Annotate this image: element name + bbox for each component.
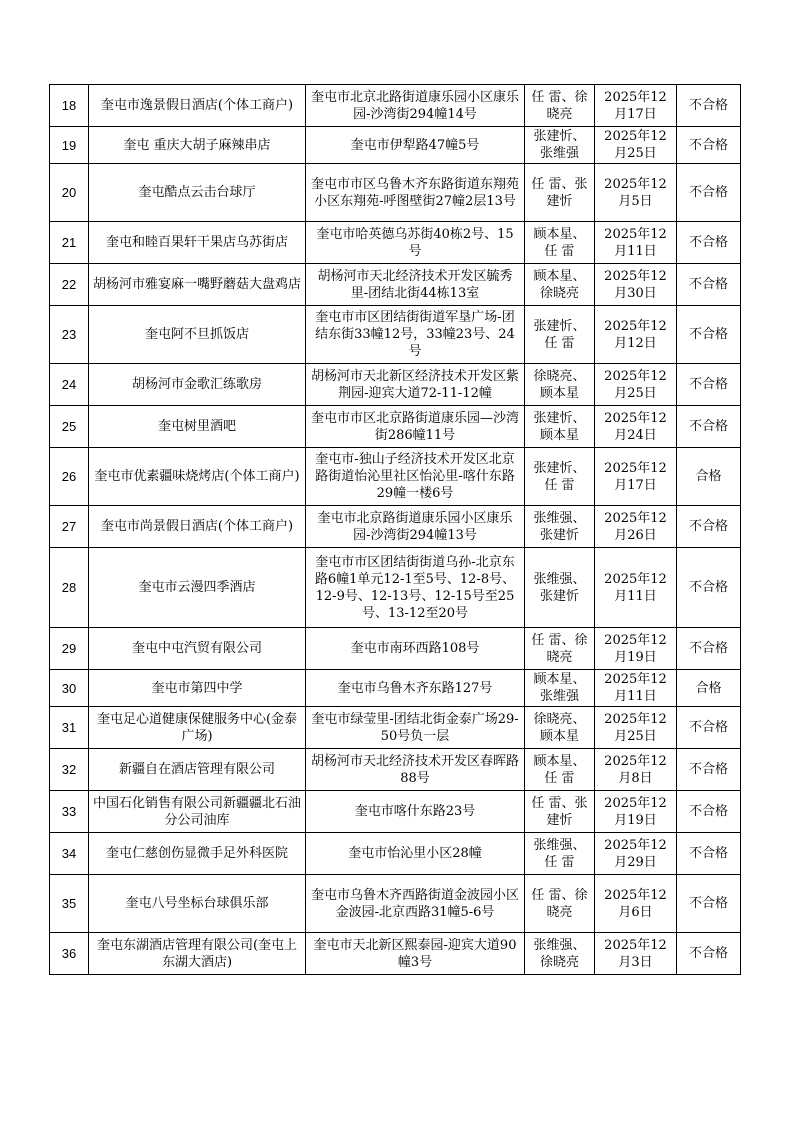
inspectors: 张维强、任 雷 — [525, 833, 595, 875]
entity-address: 奎屯市绿莹里-团结北街金泰广场29-50号负一层 — [306, 707, 525, 749]
inspectors: 张维强、张建忻 — [525, 506, 595, 548]
row-number: 31 — [50, 707, 89, 749]
row-number: 20 — [50, 164, 89, 222]
inspectors: 顾本星、徐晓亮 — [525, 264, 595, 306]
row-number: 22 — [50, 264, 89, 306]
entity-name: 奎屯和睦百果轩干果店乌苏街店 — [89, 222, 306, 264]
inspectors: 张建忻、任 雷 — [525, 306, 595, 364]
entity-address: 奎屯市乌鲁木齐西路街道金波园小区金波园-北京西路31幢5-6号 — [306, 875, 525, 933]
inspection-date: 2025年12月25日 — [595, 707, 677, 749]
row-number: 36 — [50, 933, 89, 975]
row-number: 26 — [50, 448, 89, 506]
row-number: 30 — [50, 670, 89, 707]
entity-name: 胡杨河市雅宴麻一嘴野蘑菇大盘鸡店 — [89, 264, 306, 306]
entity-name: 奎屯足心道健康保健服务中心(金泰广场) — [89, 707, 306, 749]
inspectors: 任 雷、徐晓亮 — [525, 875, 595, 933]
table-row — [50, 707, 741, 749]
inspection-result: 不合格 — [677, 127, 741, 164]
inspection-result: 不合格 — [677, 628, 741, 670]
entity-name: 奎屯东湖酒店管理有限公司(奎屯上东湖大酒店) — [89, 933, 306, 975]
row-number: 18 — [50, 85, 89, 127]
row-number: 29 — [50, 628, 89, 670]
entity-name: 奎屯酷点云击台球厅 — [89, 164, 306, 222]
inspectors: 徐晓亮、顾本星 — [525, 364, 595, 406]
entity-name: 奎屯市云漫四季酒店 — [89, 548, 306, 628]
inspectors: 张建忻、顾本星 — [525, 406, 595, 448]
inspection-result: 不合格 — [677, 875, 741, 933]
entity-name: 奎屯树里酒吧 — [89, 406, 306, 448]
entity-address: 奎屯市市区团结街街道军垦广场-团结东街33幢12号，33幢23号、24号 — [306, 306, 525, 364]
inspection-date: 2025年12月11日 — [595, 670, 677, 707]
table-row — [50, 933, 741, 975]
inspection-date: 2025年12月19日 — [595, 628, 677, 670]
inspectors: 顾本星、任 雷 — [525, 222, 595, 264]
inspection-result: 不合格 — [677, 833, 741, 875]
inspectors: 任 雷、张建忻 — [525, 791, 595, 833]
table-row — [50, 875, 741, 933]
inspection-result: 不合格 — [677, 791, 741, 833]
row-number: 33 — [50, 791, 89, 833]
table-row — [50, 406, 741, 448]
inspectors: 张建忻、任 雷 — [525, 448, 595, 506]
inspectors: 任 雷、徐晓亮 — [525, 85, 595, 127]
table-row — [50, 222, 741, 264]
inspectors: 顾本星、任 雷 — [525, 749, 595, 791]
inspection-date: 2025年12月25日 — [595, 127, 677, 164]
inspectors: 徐晓亮、顾本星 — [525, 707, 595, 749]
entity-name: 胡杨河市金歌汇练歌房 — [89, 364, 306, 406]
inspection-result: 不合格 — [677, 85, 741, 127]
inspection-date: 2025年12月12日 — [595, 306, 677, 364]
entity-address: 胡杨河市天北经济技术开发区毓秀里-团结北街44栋13室 — [306, 264, 525, 306]
table-row — [50, 548, 741, 628]
entity-name: 奎屯市优素疆味烧烤店(个体工商户) — [89, 448, 306, 506]
row-number: 28 — [50, 548, 89, 628]
inspection-result: 不合格 — [677, 707, 741, 749]
inspection-date: 2025年12月6日 — [595, 875, 677, 933]
inspection-result: 不合格 — [677, 749, 741, 791]
entity-address: 奎屯市市区北京路街道康乐园—沙湾街286幢11号 — [306, 406, 525, 448]
inspection-date: 2025年12月19日 — [595, 791, 677, 833]
inspection-result: 不合格 — [677, 406, 741, 448]
entity-address: 奎屯市喀什东路23号 — [306, 791, 525, 833]
table-row — [50, 833, 741, 875]
table-row — [50, 264, 741, 306]
inspection-result: 不合格 — [677, 164, 741, 222]
inspection-result: 不合格 — [677, 222, 741, 264]
table-row — [50, 364, 741, 406]
row-number: 23 — [50, 306, 89, 364]
inspection-result: 不合格 — [677, 506, 741, 548]
inspection-result: 不合格 — [677, 548, 741, 628]
inspection-date: 2025年12月11日 — [595, 548, 677, 628]
entity-address: 奎屯市-独山子经济技术开发区北京路街道怡沁里社区怡沁里-喀什东路29幢一楼6号 — [306, 448, 525, 506]
inspection-date: 2025年12月29日 — [595, 833, 677, 875]
entity-address: 奎屯市市区团结街街道乌孙-北京东路6幢1单元12-1至5号、12-8号、12-9号、12-13号、12-15号至25号、13-12至20号 — [306, 548, 525, 628]
entity-name: 奎屯中屯汽贸有限公司 — [89, 628, 306, 670]
inspection-result: 不合格 — [677, 264, 741, 306]
table-row — [50, 628, 741, 670]
entity-name: 奎屯阿不旦抓饭店 — [89, 306, 306, 364]
entity-name: 奎屯市逸景假日酒店(个体工商户) — [89, 85, 306, 127]
entity-address: 奎屯市市区乌鲁木齐东路街道东翔苑小区东翔苑-呼图壁街27幢2层13号 — [306, 164, 525, 222]
inspection-result: 不合格 — [677, 933, 741, 975]
entity-name: 奎屯八号坐标台球俱乐部 — [89, 875, 306, 933]
table-row — [50, 164, 741, 222]
table-row — [50, 749, 741, 791]
entity-address: 奎屯市怡沁里小区28幢 — [306, 833, 525, 875]
table-row — [50, 670, 741, 707]
entity-address: 胡杨河市天北经济技术开发区春晖路88号 — [306, 749, 525, 791]
row-number: 21 — [50, 222, 89, 264]
inspection-date: 2025年12月26日 — [595, 506, 677, 548]
table-row — [50, 506, 741, 548]
row-number: 34 — [50, 833, 89, 875]
row-number: 25 — [50, 406, 89, 448]
inspection-date: 2025年12月24日 — [595, 406, 677, 448]
row-number: 27 — [50, 506, 89, 548]
table-row — [50, 127, 741, 164]
inspection-result: 合格 — [677, 670, 741, 707]
inspection-date: 2025年12月17日 — [595, 448, 677, 506]
row-number: 35 — [50, 875, 89, 933]
inspectors: 任 雷、张建忻 — [525, 164, 595, 222]
entity-name: 中国石化销售有限公司新疆疆北石油分公司油库 — [89, 791, 306, 833]
inspection-result: 合格 — [677, 448, 741, 506]
entity-address: 奎屯市伊犁路47幢5号 — [306, 127, 525, 164]
entity-address: 奎屯市天北新区熙泰园-迎宾大道90幢3号 — [306, 933, 525, 975]
entity-address: 奎屯市北京路街道康乐园小区康乐园-沙湾街294幢13号 — [306, 506, 525, 548]
entity-name: 奎屯 重庆大胡子麻辣串店 — [89, 127, 306, 164]
inspection-date: 2025年12月30日 — [595, 264, 677, 306]
inspection-date: 2025年12月3日 — [595, 933, 677, 975]
inspection-date: 2025年12月25日 — [595, 364, 677, 406]
row-number: 24 — [50, 364, 89, 406]
table-row — [50, 448, 741, 506]
entity-name: 奎屯市尚景假日酒店(个体工商户) — [89, 506, 306, 548]
row-number: 19 — [50, 127, 89, 164]
entity-address: 奎屯市北京北路街道康乐园小区康乐园-沙湾街294幢14号 — [306, 85, 525, 127]
table-row — [50, 306, 741, 364]
inspectors: 张建忻、张维强 — [525, 127, 595, 164]
inspection-date: 2025年12月8日 — [595, 749, 677, 791]
table-row — [50, 85, 741, 127]
inspection-result: 不合格 — [677, 306, 741, 364]
inspection-date: 2025年12月11日 — [595, 222, 677, 264]
inspectors: 任 雷、徐晓亮 — [525, 628, 595, 670]
entity-name: 奎屯仁慈创伤显微手足外科医院 — [89, 833, 306, 875]
entity-name: 新疆自在酒店管理有限公司 — [89, 749, 306, 791]
inspectors: 顾本星、张维强 — [525, 670, 595, 707]
inspection-result: 不合格 — [677, 364, 741, 406]
entity-address: 奎屯市乌鲁木齐东路127号 — [306, 670, 525, 707]
row-number: 32 — [50, 749, 89, 791]
inspectors: 张维强、徐晓亮 — [525, 933, 595, 975]
entity-name: 奎屯市第四中学 — [89, 670, 306, 707]
inspection-date: 2025年12月17日 — [595, 85, 677, 127]
inspection-table-body — [50, 85, 741, 975]
entity-address: 奎屯市南环西路108号 — [306, 628, 525, 670]
inspection-date: 2025年12月5日 — [595, 164, 677, 222]
inspection-table — [49, 84, 741, 975]
entity-address: 胡杨河市天北新区经济技术开发区紫荆园-迎宾大道72-11-12幢 — [306, 364, 525, 406]
table-row — [50, 791, 741, 833]
entity-address: 奎屯市哈英德乌苏街40栋2号、15号 — [306, 222, 525, 264]
inspectors: 张维强、张建忻 — [525, 548, 595, 628]
